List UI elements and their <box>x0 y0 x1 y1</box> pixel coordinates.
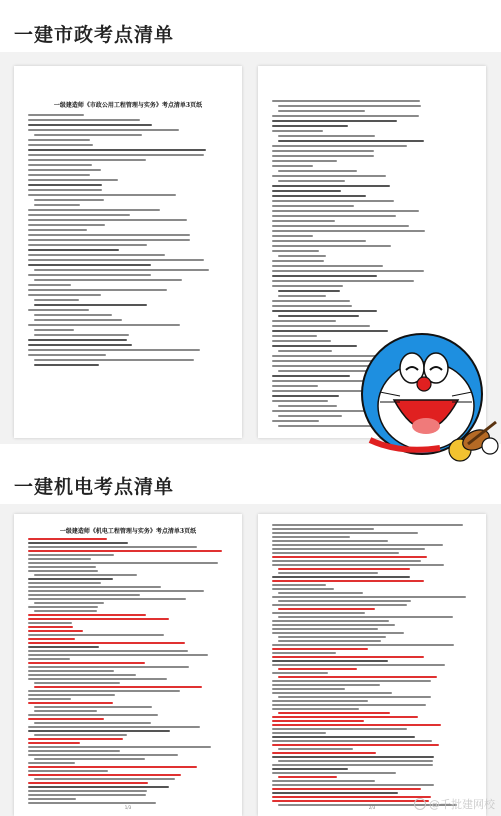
text-line <box>278 135 375 137</box>
page-number: 1/3 <box>124 805 132 810</box>
text-line <box>272 620 389 622</box>
text-line <box>272 155 374 157</box>
text-line <box>272 340 331 342</box>
text-line <box>28 174 90 176</box>
text-line <box>28 726 200 728</box>
text-line <box>272 280 414 282</box>
text-line <box>272 584 326 586</box>
text-line <box>28 264 151 266</box>
text-line <box>272 320 336 322</box>
text-line <box>272 576 410 578</box>
text-line <box>28 666 189 668</box>
page-number: 2/3 <box>368 805 376 810</box>
text-line <box>34 722 151 724</box>
text-line <box>272 375 350 377</box>
document-page-electromechanical-1 <box>14 514 242 816</box>
text-line <box>34 304 147 306</box>
text-line <box>28 646 99 648</box>
text-line <box>28 606 98 608</box>
text-line <box>34 602 104 604</box>
text-line <box>272 560 421 562</box>
text-line <box>28 154 204 156</box>
text-line <box>272 265 383 267</box>
text-line <box>34 686 202 688</box>
text-line <box>278 776 337 778</box>
text-line <box>34 710 97 712</box>
text-line <box>34 610 97 612</box>
text-line <box>28 189 102 191</box>
text-line <box>278 608 375 610</box>
text-line <box>34 334 129 336</box>
text-line <box>28 794 146 796</box>
text-line <box>28 570 98 572</box>
text-line <box>272 660 388 662</box>
text-line <box>28 194 176 196</box>
text-line <box>272 732 326 734</box>
text-line <box>278 140 424 142</box>
text-line <box>272 596 466 598</box>
text-line <box>272 250 319 252</box>
text-line <box>272 130 323 132</box>
text-line <box>272 680 431 682</box>
text-line <box>28 658 70 660</box>
text-line <box>28 139 90 141</box>
text-line <box>28 798 76 800</box>
text-line <box>28 344 132 346</box>
text-line <box>272 115 419 117</box>
text-line <box>272 744 439 746</box>
text-line <box>28 590 204 592</box>
text-line <box>278 696 431 698</box>
text-line <box>278 712 390 714</box>
text-line <box>28 224 105 226</box>
text-line <box>28 259 204 261</box>
text-line <box>28 184 102 186</box>
text-line <box>28 786 169 788</box>
text-line <box>272 692 392 694</box>
text-line <box>278 600 411 602</box>
text-line <box>28 638 75 640</box>
text-line <box>28 284 71 286</box>
text-line <box>28 634 164 636</box>
text-line <box>34 734 127 736</box>
text-line <box>28 214 130 216</box>
text-line <box>28 594 140 596</box>
watermark-text: @千批建网校 <box>429 798 495 811</box>
text-line <box>28 239 190 241</box>
text-line <box>34 329 74 331</box>
text-line <box>28 698 71 700</box>
text-line <box>272 150 374 152</box>
text-line <box>272 756 434 758</box>
text-line <box>28 144 93 146</box>
text-line <box>28 774 181 776</box>
text-line <box>28 618 169 620</box>
text-line <box>34 199 104 201</box>
text-line <box>272 165 313 167</box>
text-line <box>34 279 182 281</box>
text-line <box>272 235 313 237</box>
text-line <box>28 554 114 556</box>
text-line <box>28 289 167 291</box>
text-line <box>28 159 146 161</box>
text-line <box>272 780 375 782</box>
text-line <box>272 704 426 706</box>
text-line <box>272 632 404 634</box>
text-line <box>28 129 179 131</box>
text-line <box>28 694 115 696</box>
text-line <box>28 642 185 644</box>
page-text-lines <box>14 66 242 438</box>
text-line <box>28 578 113 580</box>
text-line <box>34 269 209 271</box>
text-line <box>34 706 152 708</box>
page-title: 一级建造师《市政公用工程管理与实务》考点清单3页纸 <box>53 102 203 109</box>
text-line <box>28 229 87 231</box>
text-line <box>272 285 343 287</box>
text-line <box>272 664 445 666</box>
text-line <box>272 752 376 754</box>
text-line <box>272 532 418 534</box>
text-line <box>278 405 337 407</box>
text-line <box>278 640 381 642</box>
text-line <box>272 190 341 192</box>
document-page-electromechanical-2 <box>258 514 486 816</box>
text-line <box>28 718 104 720</box>
text-line <box>28 550 222 552</box>
text-line <box>28 274 151 276</box>
text-line <box>272 240 366 242</box>
text-line <box>272 764 433 766</box>
text-line <box>278 295 326 297</box>
text-line <box>272 684 380 686</box>
text-line <box>278 170 357 172</box>
text-line <box>28 294 101 296</box>
text-line <box>28 654 208 656</box>
text-line <box>272 588 334 590</box>
text-line <box>28 714 158 716</box>
text-line <box>28 738 123 740</box>
text-line <box>28 119 140 121</box>
text-line <box>272 708 359 710</box>
text-line <box>278 668 357 670</box>
text-line <box>28 324 180 326</box>
text-line <box>278 616 453 618</box>
page-title: 一级建造师《机电工程管理与实务》考点清单3页纸 <box>59 528 197 535</box>
text-line <box>272 230 425 232</box>
text-line <box>278 636 386 638</box>
text-line <box>272 688 345 690</box>
text-line <box>278 592 363 594</box>
text-line <box>28 650 188 652</box>
text-line <box>272 400 328 402</box>
text-line <box>28 209 160 211</box>
text-line <box>28 586 161 588</box>
text-line <box>272 552 399 554</box>
text-line <box>272 160 337 162</box>
text-line <box>28 179 118 181</box>
text-line <box>28 558 91 560</box>
text-line <box>28 234 190 236</box>
text-line <box>28 249 119 251</box>
text-line <box>272 736 415 738</box>
text-line <box>272 796 431 798</box>
text-line <box>272 195 366 197</box>
text-line <box>272 305 352 307</box>
text-line <box>34 359 194 361</box>
text-line <box>28 254 165 256</box>
text-line <box>28 538 107 540</box>
text-line <box>272 540 388 542</box>
text-line <box>272 728 407 730</box>
text-line <box>278 290 340 292</box>
text-line <box>28 754 178 756</box>
text-line <box>272 548 425 550</box>
text-line <box>272 644 454 646</box>
text-line <box>272 564 444 566</box>
section-heading-electromechanical: 一建机电考点清单 <box>14 476 175 498</box>
text-line <box>28 542 128 544</box>
text-line <box>28 219 187 221</box>
text-line <box>278 350 332 352</box>
text-line <box>28 762 75 764</box>
text-line <box>278 572 378 574</box>
text-line <box>272 270 424 272</box>
text-line <box>28 244 147 246</box>
text-line <box>272 536 350 538</box>
text-line <box>28 742 80 744</box>
text-line <box>272 395 339 397</box>
text-line <box>272 740 432 742</box>
text-line <box>272 700 368 702</box>
text-line <box>28 750 120 752</box>
text-line <box>272 210 419 212</box>
text-line <box>28 562 218 564</box>
text-line <box>272 544 443 546</box>
text-line <box>272 260 324 262</box>
text-line <box>34 574 137 576</box>
text-line <box>272 225 409 227</box>
text-line <box>28 746 211 748</box>
text-line <box>272 528 374 530</box>
text-line <box>272 100 420 102</box>
text-line <box>34 758 145 760</box>
text-line <box>272 335 317 337</box>
document-page-municipal-1 <box>14 66 242 438</box>
text-line <box>28 349 200 351</box>
text-line <box>34 778 175 780</box>
text-line <box>272 385 318 387</box>
text-line <box>34 134 142 136</box>
text-line <box>28 730 170 732</box>
text-line <box>278 180 345 182</box>
text-line <box>34 319 122 321</box>
text-line <box>272 245 391 247</box>
text-line <box>272 145 407 147</box>
text-line <box>34 299 79 301</box>
text-line <box>28 114 84 116</box>
text-line <box>272 792 398 794</box>
text-line <box>28 614 146 616</box>
text-line <box>28 164 92 166</box>
section-heading-municipal: 一建市政考点清单 <box>14 24 175 46</box>
text-line <box>34 204 80 206</box>
watermark <box>414 796 495 812</box>
page-text-lines <box>258 514 486 816</box>
text-line <box>28 169 101 171</box>
text-line <box>28 766 197 768</box>
text-line <box>272 772 396 774</box>
text-line <box>272 768 348 770</box>
text-line <box>28 149 206 151</box>
text-line <box>272 800 429 802</box>
text-line <box>272 200 394 202</box>
text-line <box>272 556 427 558</box>
text-line <box>272 310 377 312</box>
text-line <box>272 120 397 122</box>
text-line <box>34 314 112 316</box>
text-line <box>278 110 365 112</box>
text-line <box>278 255 326 257</box>
text-line <box>272 720 364 722</box>
text-line <box>272 716 418 718</box>
text-line <box>28 674 136 676</box>
text-line <box>272 125 348 127</box>
text-line <box>272 672 328 674</box>
text-line <box>272 175 386 177</box>
text-line <box>272 656 424 658</box>
doraemon-icon <box>350 322 500 472</box>
text-line <box>28 622 72 624</box>
text-line <box>278 760 433 762</box>
text-line <box>272 345 357 347</box>
text-line <box>278 315 359 317</box>
text-line <box>272 220 335 222</box>
text-line <box>272 420 319 422</box>
text-line <box>278 748 353 750</box>
text-line <box>278 676 437 678</box>
text-line <box>272 628 378 630</box>
text-line <box>28 690 180 692</box>
text-line <box>272 215 396 217</box>
text-line <box>28 630 83 632</box>
text-line <box>272 205 354 207</box>
text-line <box>272 784 434 786</box>
watermark-logo-icon <box>414 798 426 810</box>
text-line <box>28 702 113 704</box>
text-line <box>272 604 407 606</box>
text-line <box>278 105 421 107</box>
text-line <box>28 790 147 792</box>
text-line <box>28 802 156 804</box>
text-line <box>272 275 377 277</box>
text-line <box>28 782 148 784</box>
text-line <box>28 678 167 680</box>
text-line <box>28 354 106 356</box>
text-line <box>28 566 96 568</box>
text-line <box>28 670 114 672</box>
text-line <box>278 415 342 417</box>
text-line <box>278 568 410 570</box>
text-line <box>28 582 101 584</box>
page-text-lines <box>14 514 242 816</box>
text-line <box>34 682 120 684</box>
text-line <box>28 124 152 126</box>
text-line <box>272 580 424 582</box>
text-line <box>272 652 336 654</box>
text-line <box>272 648 368 650</box>
text-line <box>28 626 73 628</box>
text-line <box>34 364 99 366</box>
text-line <box>28 598 186 600</box>
text-line <box>272 185 390 187</box>
text-line <box>272 624 395 626</box>
text-line <box>28 546 197 548</box>
text-line <box>272 300 350 302</box>
text-line <box>272 612 365 614</box>
text-line <box>28 662 145 664</box>
text-line <box>272 788 421 790</box>
text-line <box>28 770 108 772</box>
text-line <box>28 309 89 311</box>
text-line <box>272 724 441 726</box>
text-line <box>28 339 127 341</box>
text-line <box>272 524 463 526</box>
